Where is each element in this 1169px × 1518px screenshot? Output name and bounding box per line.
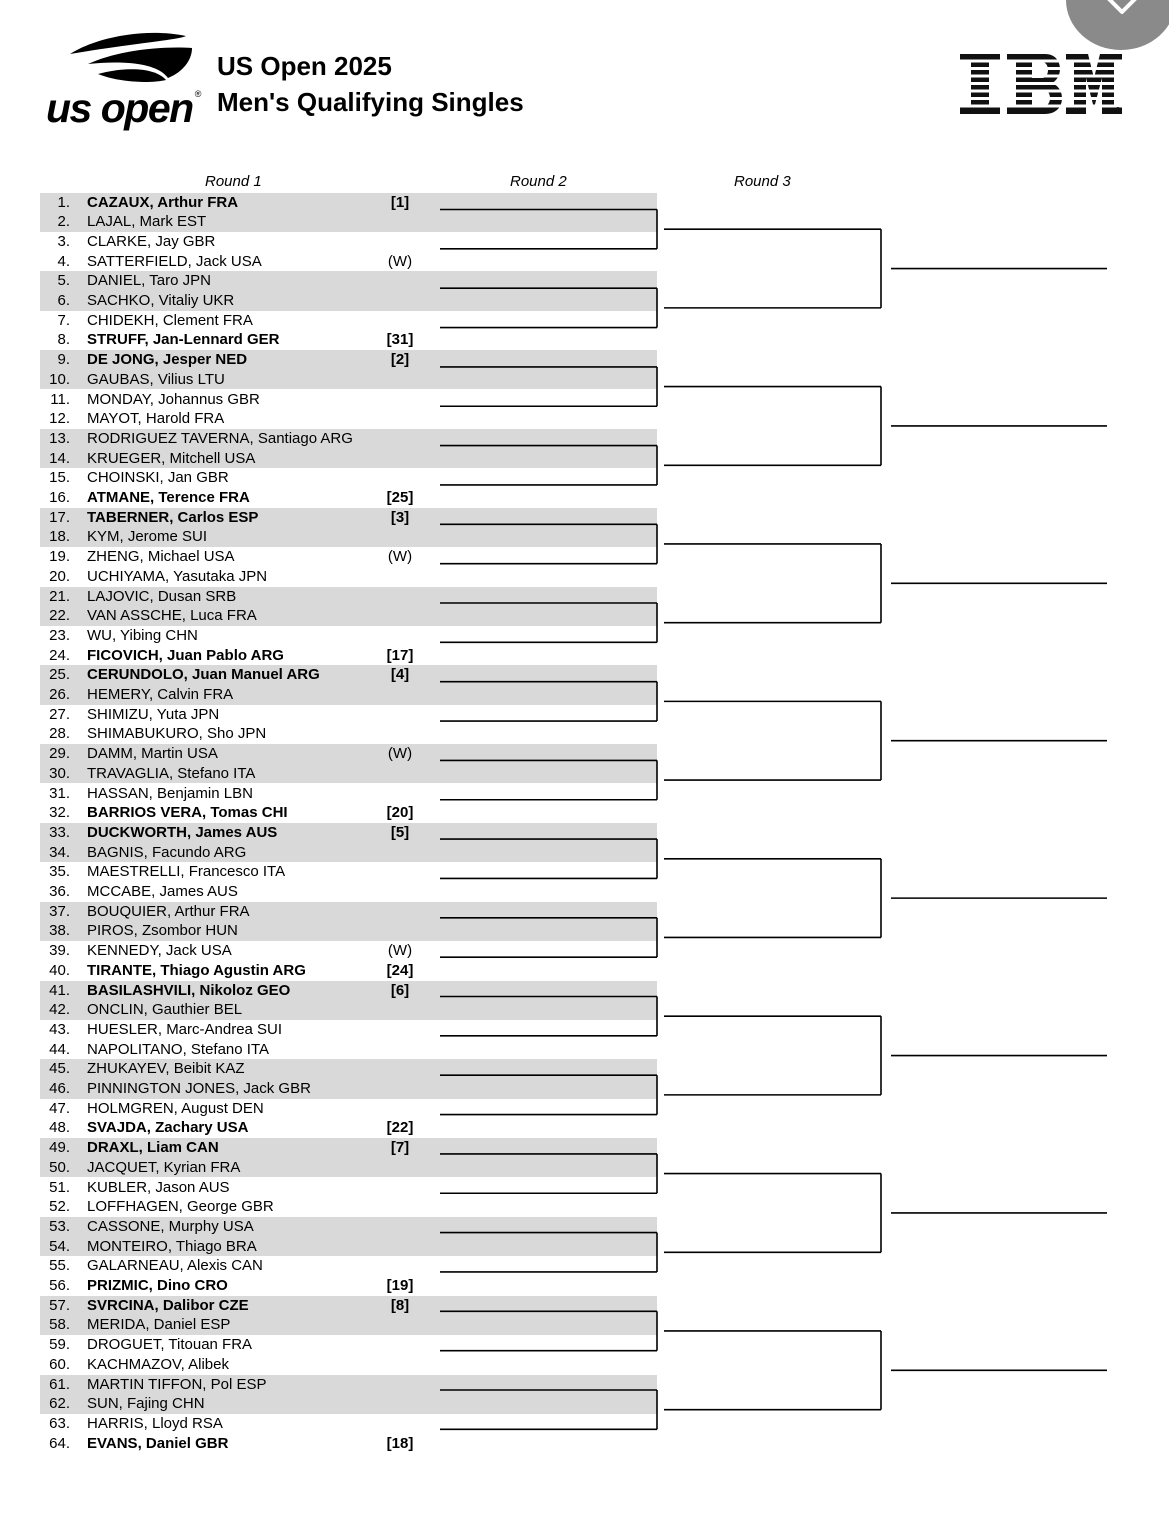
player-name: MCCABE, James AUS [87,883,238,900]
registered-mark: ® [194,89,200,99]
player-number: 15. [49,469,70,487]
player-name: UCHIYAMA, Yasutaka JPN [87,567,268,585]
player-number: 27. [49,705,70,723]
player-seed: [18] [386,1434,414,1452]
player-number: 7. [57,311,70,329]
player-name: GAUBAS, Vilius LTU [87,370,225,388]
player-name: ZHENG, Michael USA [87,548,235,566]
player-name: HEMERY, Calvin FRA [87,686,234,703]
player-number: 53. [49,1217,70,1235]
player-number: 30. [49,764,70,782]
player-number: 23. [49,626,70,644]
player-name: CHIDEKH, Clement FRA [87,311,253,329]
player-number: 21. [49,587,70,605]
player-number: 52. [49,1198,70,1216]
player-seed: [1] [390,193,410,211]
player-name: LAJAL, Mark EST [87,213,207,231]
player-name: TABERNER, Carlos ESP [87,508,259,526]
player-name: MONDAY, Johannus GBR [87,390,260,408]
player-number: 51. [49,1178,70,1196]
player-number: 24. [49,646,70,664]
player-name: GALARNEAU, Alexis CAN [87,1257,263,1275]
round-3-header: Round 3 [734,173,791,190]
player-name: CHOINSKI, Jan GBR [87,469,229,487]
player-name: DROGUET, Titouan FRA [87,1336,253,1354]
player-number: 31. [49,784,70,802]
player-name: LAJOVIC, Dusan SRB [87,587,237,605]
player-number: 12. [49,410,70,428]
player-name: CAZAUX, Arthur FRA [87,193,239,211]
player-name: ATMANE, Terence FRA [87,489,250,506]
player-name: MAESTRELLI, Francesco ITA [87,863,286,881]
player-name: SHIMIZU, Yuta JPN [87,705,220,723]
player-number: 5. [57,272,70,290]
player-seed: (W) [387,745,413,763]
player-name: KENNEDY, Jack USA [87,942,232,960]
player-number: 45. [49,1060,70,1078]
player-name: DE JONG, Jesper NED [87,351,248,369]
player-name: PINNINGTON JONES, Jack GBR [87,1080,311,1097]
player-number: 49. [49,1139,70,1157]
player-name: EVANS, Daniel GBR [87,1434,229,1452]
player-name: HASSAN, Benjamin LBN [87,784,253,802]
player-name: WU, Yibing CHN [87,626,198,644]
player-number: 19. [49,548,70,566]
player-seed: (W) [387,942,413,960]
player-number: 36. [49,883,70,900]
player-number: 56. [49,1277,70,1294]
player-number: 43. [49,1020,70,1038]
player-seed: [20] [386,804,414,822]
player-name: SUN, Fajing CHN [87,1395,205,1413]
player-name: CERUNDOLO, Juan Manuel ARG [87,666,320,684]
player-name: MARTIN TIFFON, Pol ESP [87,1375,267,1393]
player-number: 59. [49,1336,70,1354]
player-name: CLARKE, Jay GBR [87,232,216,250]
player-seed: [2] [390,351,410,369]
player-seed: [6] [390,981,410,999]
player-number: 57. [49,1296,70,1314]
player-name: DUCKWORTH, James AUS [87,823,278,841]
player-name: ZHUKAYEV, Beibit KAZ [87,1060,245,1078]
player-name: ONCLIN, Gauthier BEL [87,1001,243,1019]
player-name: MAYOT, Harold FRA [87,410,225,428]
player-number: 46. [49,1080,70,1097]
player-number: 38. [49,922,70,940]
player-number: 17. [49,508,70,526]
player-seed: [19] [386,1277,414,1294]
player-number: 33. [49,823,70,841]
player-number: 61. [49,1375,70,1393]
player-name: SACHKO, Vitaliy UKR [87,292,235,309]
round-1-header: Round 1 [205,173,262,190]
player-number: 29. [49,745,70,763]
player-number: 1. [57,193,70,211]
player-seed: [24] [386,961,414,979]
player-name: PRIZMIC, Dino CRO [87,1277,228,1294]
player-name: DAMM, Martin USA [87,745,218,763]
player-name: SVAJDA, Zachary USA [87,1119,249,1137]
player-number: 28. [49,725,70,743]
player-name: BAGNIS, Facundo ARG [87,843,247,861]
player-name: CASSONE, Murphy USA [87,1217,254,1235]
player-name: FICOVICH, Juan Pablo ARG [87,646,284,664]
player-seed: (W) [387,548,413,566]
page-subtitle: Men's Qualifying Singles [217,87,524,117]
player-name: LOFFHAGEN, George GBR [87,1198,274,1216]
player-number: 6. [57,292,70,309]
player-seed: [4] [390,666,410,684]
player-name: BARRIOS VERA, Tomas CHI [87,804,288,822]
player-number: 11. [50,390,70,408]
player-seed: [3] [390,508,410,526]
player-name: HARRIS, Lloyd RSA [87,1414,223,1432]
player-name: JACQUET, Kyrian FRA [87,1158,241,1176]
player-name: KYM, Jerome SUI [87,528,208,546]
player-seed: [31] [386,331,414,349]
player-name: PIROS, Zsombor HUN [87,922,238,940]
player-number: 25. [49,666,70,684]
player-name: HOLMGREN, August DEN [87,1099,264,1117]
player-seed: (W) [387,252,413,270]
round-2-header: Round 2 [510,173,567,190]
player-number: 3. [57,232,70,250]
player-number: 35. [49,863,70,881]
player-name: TIRANTE, Thiago Agustin ARG [87,961,306,979]
player-number: 60. [49,1355,70,1373]
player-seed: [22] [386,1119,414,1137]
player-number: 4. [57,252,70,270]
player-name: BASILASHVILI, Nikoloz GEO [87,981,291,999]
player-number: 34. [49,843,70,861]
player-number: 8. [57,331,70,349]
player-number: 63. [49,1414,70,1432]
player-number: 48. [49,1119,70,1137]
player-name: KACHMAZOV, Alibek [87,1355,229,1373]
player-number: 55. [49,1257,70,1275]
player-number: 18. [49,528,70,546]
player-number: 64. [49,1434,70,1452]
player-number: 9. [57,351,70,369]
player-name: MONTEIRO, Thiago BRA [87,1237,257,1255]
player-name: STRUFF, Jan-Lennard GER [87,331,280,349]
player-number: 26. [49,686,70,703]
player-number: 37. [49,902,70,920]
player-number: 40. [49,961,70,979]
player-name: DRAXL, Liam CAN [87,1139,219,1157]
player-number: 22. [49,607,70,625]
player-number: 32. [49,804,70,822]
player-number: 10. [49,370,70,388]
player-number: 2. [57,213,70,231]
player-name: DANIEL, Taro JPN [87,272,211,290]
player-number: 20. [49,567,70,585]
player-seed: [17] [386,646,414,664]
player-name: VAN ASSCHE, Luca FRA [87,607,257,625]
player-name: TRAVAGLIA, Stefano ITA [87,764,256,782]
player-name: HUESLER, Marc-Andrea SUI [87,1020,283,1038]
player-seed: [5] [390,823,410,841]
player-number: 16. [49,489,70,506]
player-seed: [25] [386,489,414,506]
player-number: 39. [49,942,70,960]
player-number: 44. [49,1040,70,1058]
player-number: 14. [49,449,70,467]
player-name: KRUEGER, Mitchell USA [87,449,256,467]
player-name: MERIDA, Daniel ESP [87,1316,231,1334]
player-number: 47. [49,1099,70,1117]
player-number: 42. [49,1001,70,1019]
logo-wordmark: us open [46,85,193,131]
player-name: RODRIGUEZ TAVERNA, Santiago ARG [87,429,353,447]
player-number: 58. [49,1316,70,1334]
player-name: SVRCINA, Dalibor CZE [87,1296,249,1314]
player-name: NAPOLITANO, Stefano ITA [87,1040,270,1058]
player-number: 13. [49,429,70,447]
player-seed: [7] [390,1139,410,1157]
page-title: US Open 2025 [217,51,392,81]
player-number: 41. [49,981,70,999]
player-number: 50. [49,1158,70,1176]
player-number: 54. [49,1237,70,1255]
player-number: 62. [49,1395,70,1413]
player-name: BOUQUIER, Arthur FRA [87,902,250,920]
player-name: KUBLER, Jason AUS [87,1178,230,1196]
player-name: SHIMABUKURO, Sho JPN [87,725,267,743]
player-name: SATTERFIELD, Jack USA [87,252,262,270]
player-seed: [8] [390,1296,410,1314]
